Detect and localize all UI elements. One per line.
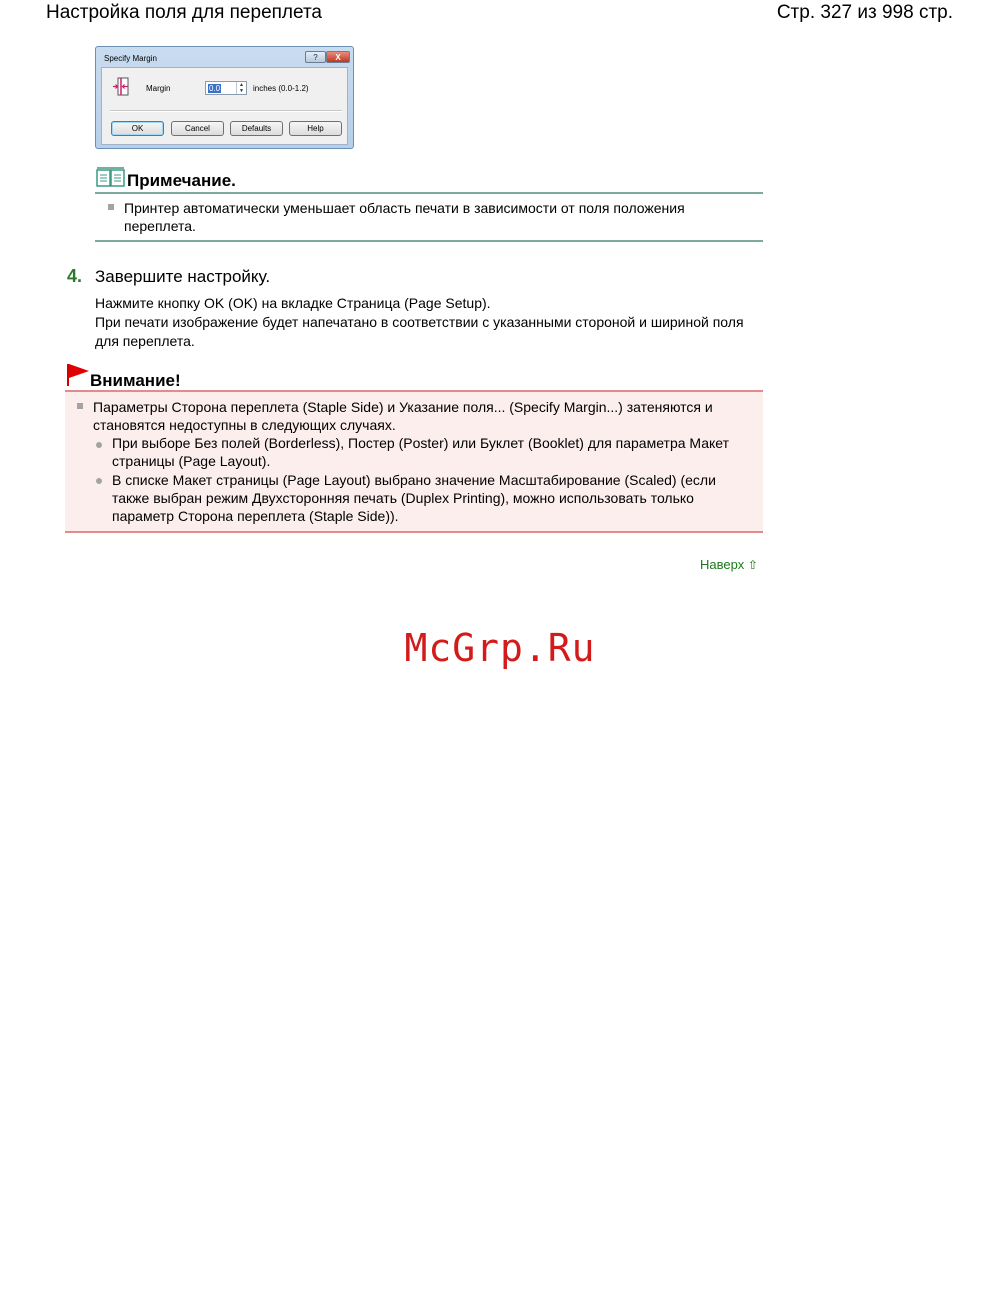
note-header xyxy=(95,166,763,194)
dialog-separator xyxy=(110,110,342,112)
note-item: Принтер автоматически уменьшает область печати в зависимости от поля положения переплета. xyxy=(124,200,685,234)
page-indicator: Стр. 327 из 998 стр. xyxy=(776,2,953,23)
help-button[interactable]: Help xyxy=(289,121,342,136)
page-title: Настройка поля для переплета xyxy=(46,2,323,23)
margin-value[interactable]: 0.0 xyxy=(209,84,221,93)
specify-margin-dialog xyxy=(95,46,354,149)
caution-sub-item: В списке Макет страницы (Page Layout) выбрано значение Масштабирование (Scaled) (если также выбран режим Двухсторонняя печать (Duplex Printing), можно использовать только параметр Сторона переплета (Staple Side)). xyxy=(112,472,716,524)
caution-sub-item: При выборе Без полей (Borderless), Постер (Poster) или Буклет (Booklet) для параметра Макет страницы (Page Layout). xyxy=(112,435,730,469)
bullet-dot-icon xyxy=(96,478,102,484)
page-header xyxy=(0,2,1000,28)
step-body xyxy=(95,294,765,351)
note-book-icon xyxy=(96,167,125,187)
red-flag-icon xyxy=(66,363,90,387)
watermark: McGrp.Ru xyxy=(404,626,596,670)
dialog-client-area xyxy=(101,67,348,145)
caution-main-text: Параметры Сторона переплета (Staple Side) и Указание поля... (Specify Margin...) затеняются и становятся недоступны в следующих случаях. xyxy=(93,399,713,433)
bullet-square-icon xyxy=(108,204,114,210)
up-arrow-icon[interactable]: ⇧ xyxy=(747,558,758,572)
bullet-dot-icon xyxy=(96,442,102,448)
title-close-button[interactable]: X xyxy=(326,51,350,63)
step-line: При печати изображение будет напечатано в соответствии с указанными стороной и шириной поля для переплета. xyxy=(95,314,744,349)
bullet-square-icon xyxy=(77,403,83,409)
note-body xyxy=(95,194,763,242)
ok-button[interactable]: OK xyxy=(111,121,164,136)
margin-spinbox[interactable] xyxy=(205,81,247,95)
spin-arrows-icon[interactable]: ▲ ▼ xyxy=(236,82,246,94)
step-number: 4. xyxy=(67,266,83,286)
caution-body xyxy=(65,392,763,533)
back-to-top-label[interactable]: Наверх xyxy=(700,557,745,572)
step-line: Нажмите кнопку OK (OK) на вкладке Страница (Page Setup). xyxy=(95,295,491,311)
cancel-button[interactable]: Cancel xyxy=(171,121,224,136)
step-title: Завершите настройку. xyxy=(95,267,271,286)
caution-header xyxy=(65,362,763,392)
title-help-button[interactable]: ? xyxy=(305,51,326,63)
dialog-titlebar xyxy=(96,47,353,69)
note-title: Примечание. xyxy=(127,171,236,190)
margin-label: Margin xyxy=(146,84,171,93)
dialog-title: Specify Margin xyxy=(104,54,157,63)
caution-title: Внимание! xyxy=(90,371,181,390)
margin-unit-label: inches (0.0-1.2) xyxy=(253,84,309,93)
margin-icon xyxy=(112,77,130,97)
back-to-top-link[interactable] xyxy=(700,557,758,572)
defaults-button[interactable]: Defaults xyxy=(230,121,283,136)
